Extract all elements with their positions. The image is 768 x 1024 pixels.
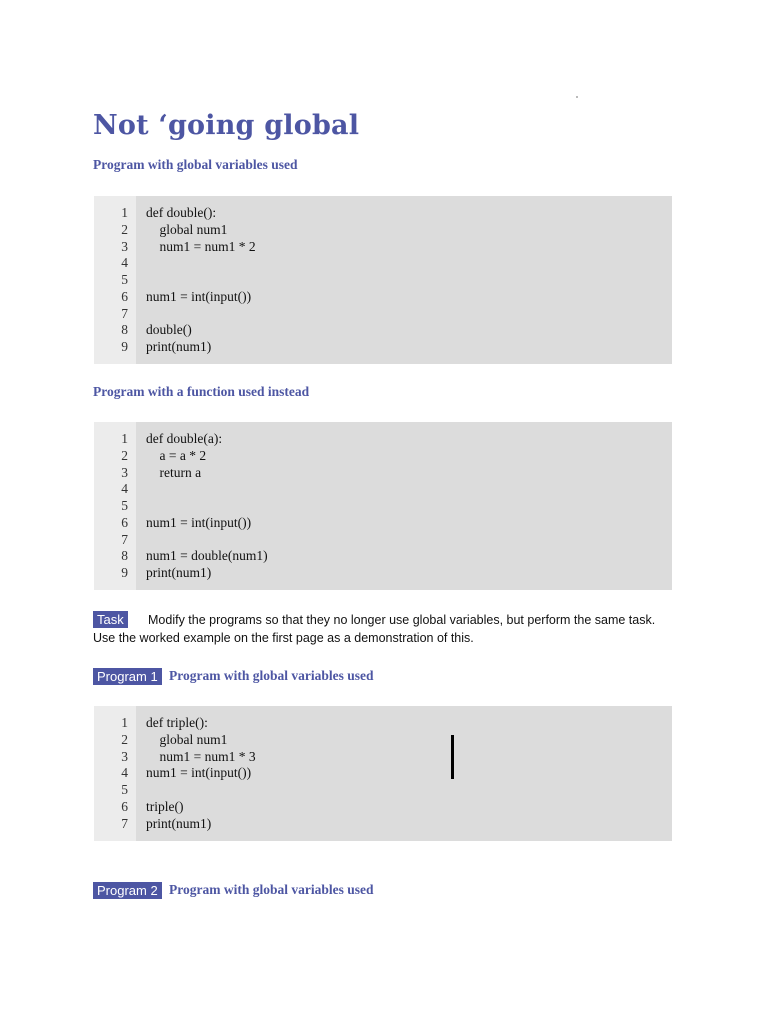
code-text: global num1 xyxy=(146,731,228,747)
code-text: global num1 xyxy=(146,221,228,237)
section2-heading: Program with a function used instead xyxy=(93,384,310,399)
page-title: Not ‘going global xyxy=(93,110,360,141)
line-number: 5 xyxy=(121,498,128,513)
line-number: 1 xyxy=(121,431,128,446)
code-block-program1[interactable] xyxy=(94,706,672,841)
code-text: triple() xyxy=(146,798,184,814)
line-number: 9 xyxy=(121,339,128,354)
speck-mark xyxy=(576,96,578,98)
program1-heading: Program with global variables used xyxy=(169,668,374,683)
program2-badge: Program 2 xyxy=(93,882,162,899)
line-number: 6 xyxy=(121,514,128,530)
code-text: print(num1) xyxy=(146,339,212,354)
code-text: def double(a): xyxy=(146,431,223,446)
code-text: num1 = int(input()) xyxy=(146,288,252,304)
task-badge: Task xyxy=(93,611,128,628)
line-number: 2 xyxy=(121,221,128,237)
program2-heading: Program with global variables used xyxy=(169,882,374,897)
line-number: 3 xyxy=(121,464,128,480)
line-number: 2 xyxy=(121,731,128,747)
line-number: 6 xyxy=(121,288,128,304)
line-number: 6 xyxy=(121,798,128,814)
code-block-2 xyxy=(94,422,672,590)
code-text: def double(): xyxy=(146,205,217,220)
code-text: num1 = int(input()) xyxy=(146,765,252,781)
code-block-1 xyxy=(94,196,672,364)
line-number: 8 xyxy=(121,548,128,564)
line-number: 3 xyxy=(121,748,128,764)
code-text: double() xyxy=(146,322,192,338)
code-text: num1 = int(input()) xyxy=(146,514,252,530)
line-number: 7 xyxy=(121,305,128,321)
task-instruction-line2: Use the worked example on the first page as a demonstration of this. xyxy=(93,631,474,645)
program1-badge: Program 1 xyxy=(93,668,162,685)
line-number: 1 xyxy=(121,205,128,220)
line-number: 4 xyxy=(121,255,128,271)
line-number: 8 xyxy=(121,322,128,338)
code-text: a = a * 2 xyxy=(146,447,207,463)
code-text: def triple(): xyxy=(146,715,208,730)
text-cursor xyxy=(451,735,454,779)
line-number: 7 xyxy=(121,815,128,831)
line-number: 4 xyxy=(121,481,128,497)
code-text: return a xyxy=(146,464,202,480)
task-instruction-line1: Modify the programs so that they no longer use global variables, but perform the same task. xyxy=(148,613,656,627)
line-number: 7 xyxy=(121,531,128,547)
code-text: print(num1) xyxy=(146,815,212,831)
line-number: 1 xyxy=(121,715,128,730)
code-text: num1 = num1 * 2 xyxy=(146,238,256,254)
line-number: 4 xyxy=(121,765,128,781)
line-number: 2 xyxy=(121,447,128,463)
line-number: 9 xyxy=(121,565,128,580)
line-number: 5 xyxy=(121,782,128,797)
code-text: print(num1) xyxy=(146,565,212,580)
code-text: num1 = double(num1) xyxy=(146,548,268,564)
code-text: num1 = num1 * 3 xyxy=(146,748,256,764)
section1-heading: Program with global variables used xyxy=(93,157,298,172)
line-number: 5 xyxy=(121,272,128,287)
line-number: 3 xyxy=(121,238,128,254)
